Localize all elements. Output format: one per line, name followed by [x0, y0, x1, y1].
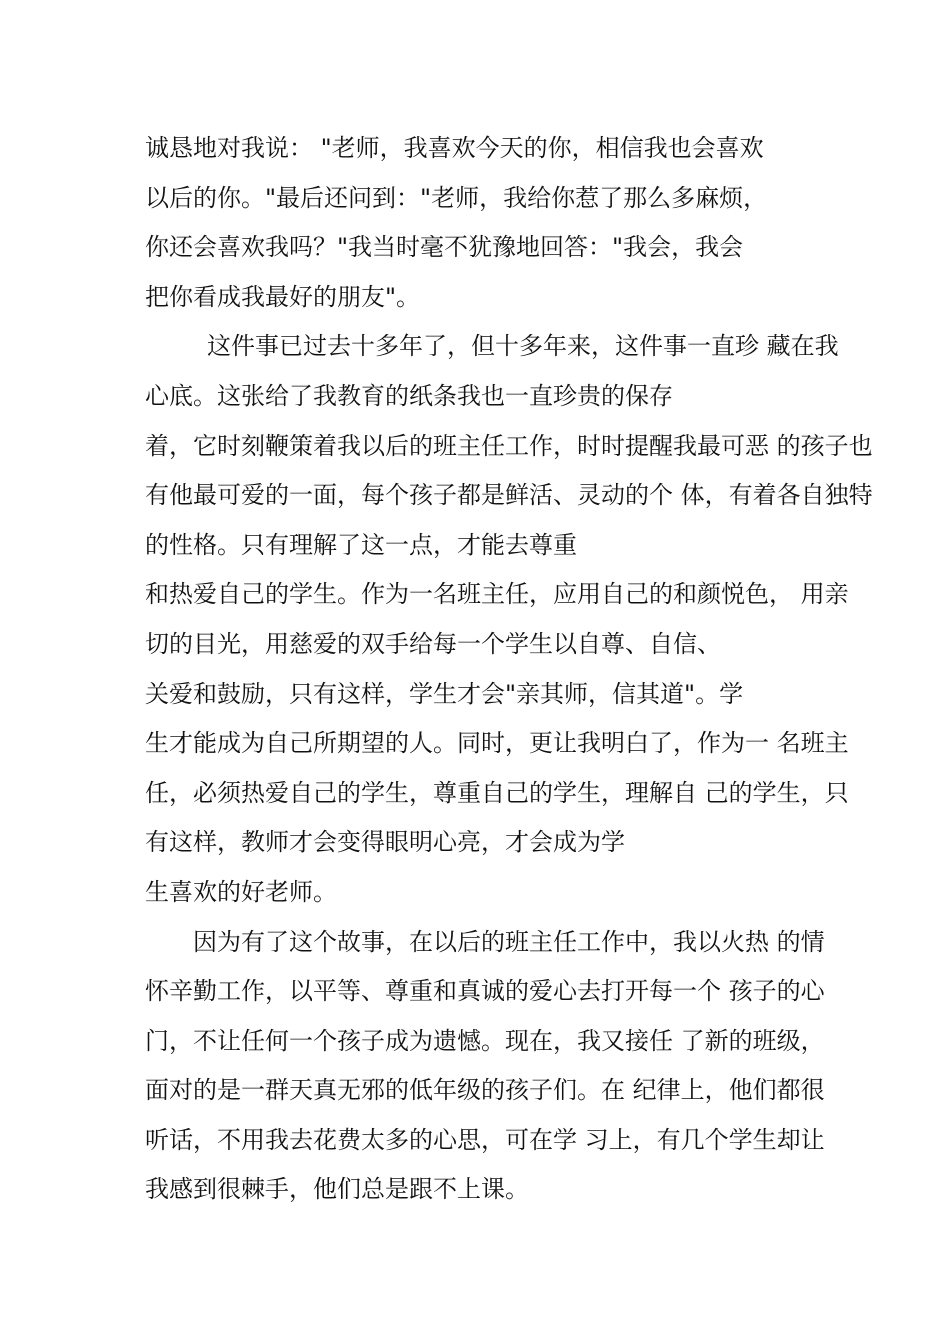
text-line: 生才能成为自己所期望的人。同时，更让我明白了，作为一 名班主: [145, 729, 849, 758]
text-line: 关爱和鼓励，只有这样，学生才会"亲其师，信其道"。学: [145, 679, 744, 708]
text-line: 任，必须热爱自己的学生，尊重自己的学生，理解自 己的学生，只: [145, 778, 849, 807]
body-text: [145, 124, 873, 1215]
text-line: 怀辛勤工作，以平等、尊重和真诚的爱心去打开每一个 孩子的心: [145, 977, 825, 1006]
text-line: 以后的你。"最后还问到："老师，我给你惹了那么多麻烦，: [145, 183, 768, 212]
text-line: 听话，不用我去花费太多的心思，可在学 习上，有几个学生却让: [145, 1125, 825, 1154]
text-line: 把你看成我最好的朋友"。: [145, 282, 421, 311]
text-line: 着，它时刻鞭策着我以后的班主任工作，时时提醒我最可恶 的孩子也: [145, 431, 873, 460]
text-line: 心底。这张给了我教育的纸条我也一直珍贵的保存: [145, 381, 673, 410]
text-line: 生喜欢的好老师。: [145, 877, 337, 906]
text-line: 你还会喜欢我吗？"我当时毫不犹豫地回答："我会，我会: [145, 233, 744, 262]
text-line: 有这样，教师才会变得眼明心亮，才会成为学: [145, 828, 625, 857]
text-line: 诚恳地对我说： "老师，我喜欢今天的你，相信我也会喜欢: [145, 134, 764, 162]
text-line: 门，不让任何一个孩子成为遗憾。现在，我又接任 了新的班级，: [145, 1026, 825, 1055]
text-line: 面对的是一群天真无邪的低年级的孩子们。在 纪律上，他们都很: [145, 1076, 825, 1105]
text-line: 我感到很棘手，他们总是跟不上课。: [145, 1175, 529, 1204]
paragraph-start-line: 这件事已过去十多年了，但十多年来，这件事一直珍 藏在我: [207, 332, 839, 361]
text-line: 有他最可爱的一面，每个孩子都是鲜活、灵动的个 体，有着各自独特: [145, 481, 873, 510]
text-line: 的性格。只有理解了这一点，才能去尊重: [145, 530, 577, 559]
paragraph-start-line: 因为有了这个故事，在以后的班主任工作中，我以火热 的情: [193, 927, 825, 956]
text-line: 切的目光，用慈爱的双手给每一个学生以自尊、自信、: [145, 629, 721, 658]
text-line: 和热爱自己的学生。作为一名班主任，应用自己的和颜悦色， 用亲: [145, 580, 849, 609]
